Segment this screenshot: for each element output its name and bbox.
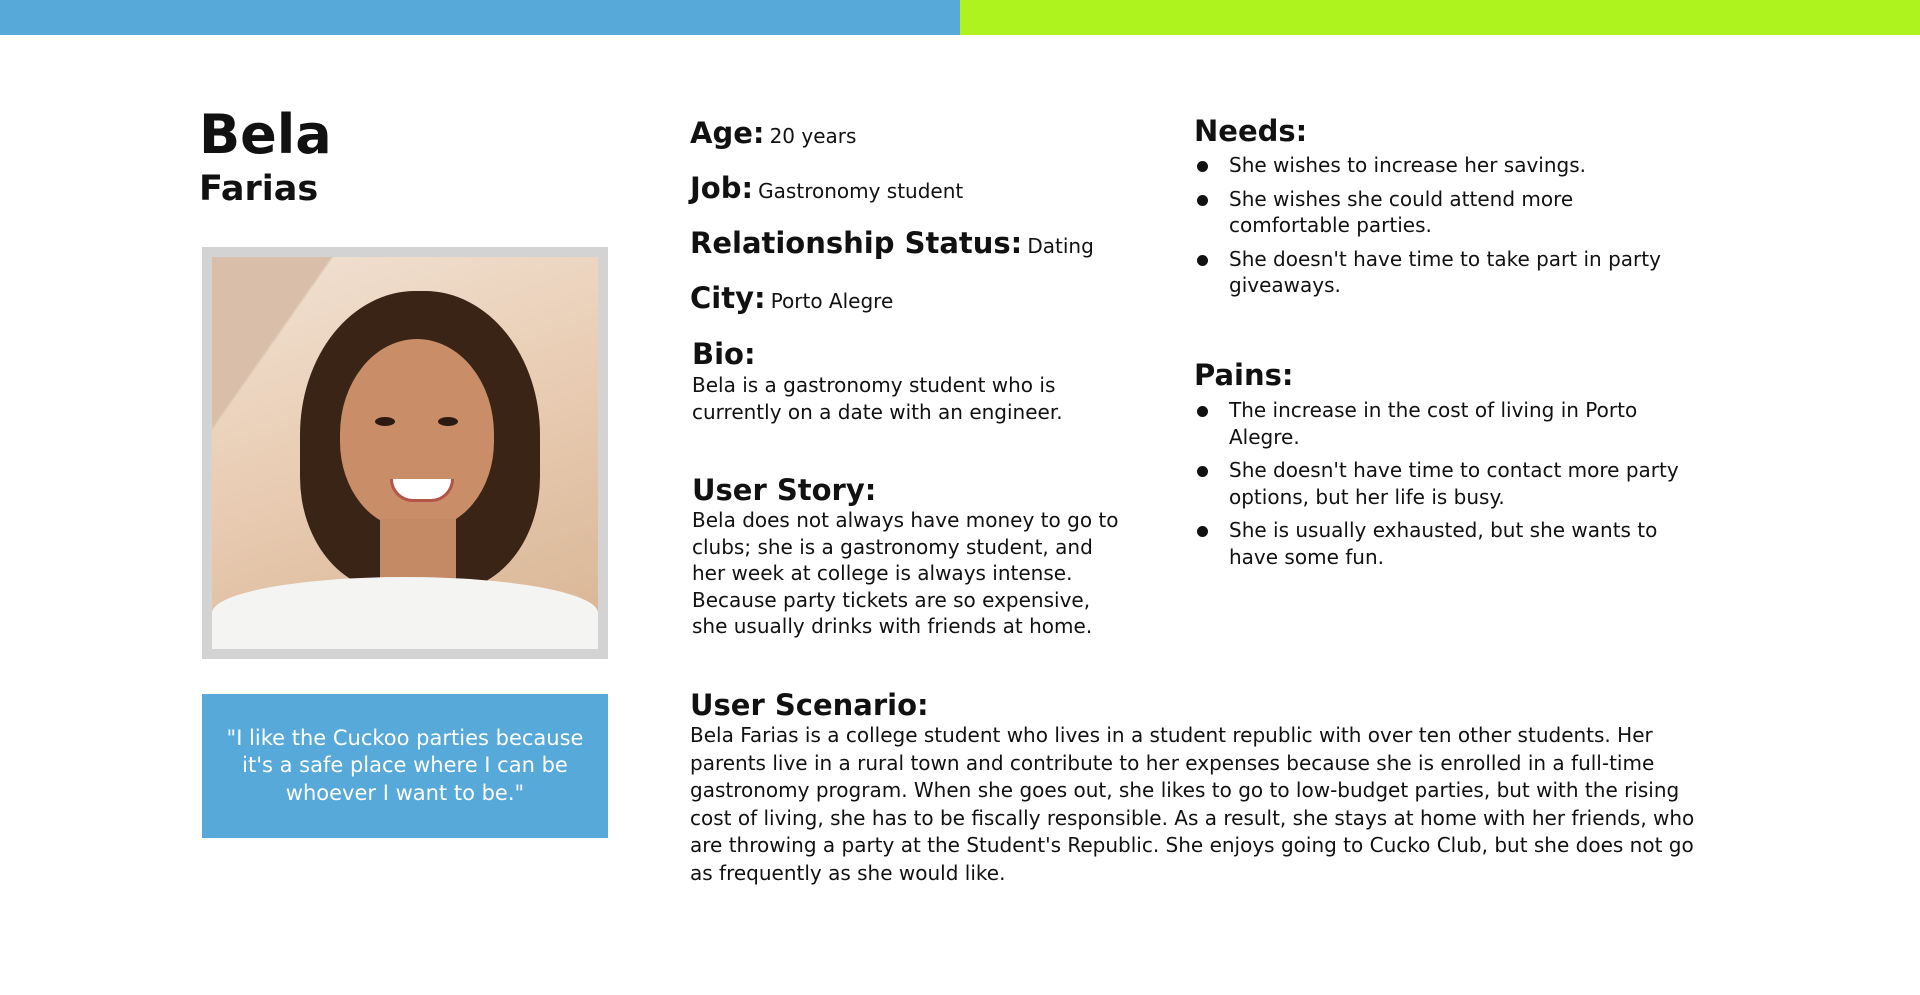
relationship-value: Dating xyxy=(1027,234,1094,258)
bullet-icon xyxy=(1197,466,1208,477)
age-label: Age: xyxy=(690,116,765,150)
age-value: 20 years xyxy=(769,124,857,148)
city-value: Porto Alegre xyxy=(770,289,894,313)
needs-list xyxy=(1194,152,1694,306)
top-band-right xyxy=(960,0,1920,35)
list-item xyxy=(1194,152,1694,179)
relationship-field xyxy=(690,226,1094,261)
needs-item-text: She wishes to increase her savings. xyxy=(1229,153,1586,177)
bullet-icon xyxy=(1197,161,1208,172)
user-scenario-text: Bela Farias is a college student who lives in a student republic with over ten other students. Her parents live in a rural town and contribute to her expenses because she is enrolled in a full-time gastronomy program. When she goes out, she likes to go to low-budget parties, but with the rising cost of living, she has to be fiscally responsible. As a result, she stays at home with her friends, who are throwing a party at the Student's Republic. She enjoys going to Cucko Club, but she does not go as frequently as she would like. xyxy=(690,723,1695,885)
user-story-text: Bela does not always have money to go to clubs; she is a gastronomy student, and her week at college is always intense. Because party tickets are so expensive, she usually drinks with friends at home. xyxy=(692,508,1119,638)
bio-text: Bela is a gastronomy student who is currently on a date with an engineer. xyxy=(692,373,1063,424)
persona-quote: "I like the Cuckoo parties because it's a safe place where I can be whoever I want to be." xyxy=(226,726,584,805)
job-label: Job: xyxy=(690,171,754,205)
bio-title: Bio: xyxy=(692,337,756,371)
bullet-icon xyxy=(1197,195,1208,206)
list-item xyxy=(1194,517,1694,570)
needs-item-text: She wishes she could attend more comfortable parties. xyxy=(1229,186,1574,237)
pains-item-text: She is usually exhausted, but she wants to have some fun. xyxy=(1229,518,1658,569)
needs-title: Needs: xyxy=(1194,114,1308,148)
city-label: City: xyxy=(690,281,766,315)
bullet-icon xyxy=(1197,255,1208,266)
pains-item-text: She doesn't have time to contact more party options, but her life is busy. xyxy=(1229,458,1679,509)
user-scenario-title: User Scenario: xyxy=(690,688,929,722)
quote-box xyxy=(202,694,608,838)
pains-title: Pains: xyxy=(1194,358,1294,392)
persona-last-name: Farias xyxy=(199,169,319,209)
city-field xyxy=(690,281,893,316)
bullet-icon xyxy=(1197,406,1208,417)
bullet-icon xyxy=(1197,526,1208,537)
persona-photo-frame xyxy=(202,247,608,659)
persona-first-name: Bela xyxy=(199,103,332,166)
relationship-label: Relationship Status: xyxy=(690,226,1023,260)
top-band-left xyxy=(0,0,960,35)
pains-list xyxy=(1194,397,1694,577)
pains-item-text: The increase in the cost of living in Porto Alegre. xyxy=(1229,398,1638,449)
user-story-title: User Story: xyxy=(692,473,877,507)
persona-photo xyxy=(212,257,598,649)
list-item xyxy=(1194,397,1694,450)
job-field xyxy=(690,171,963,206)
list-item xyxy=(1194,457,1694,510)
needs-item-text: She doesn't have time to take part in party giveaways. xyxy=(1229,246,1661,297)
list-item xyxy=(1194,186,1694,239)
job-value: Gastronomy student xyxy=(758,179,964,203)
list-item xyxy=(1194,246,1694,299)
age-field xyxy=(690,116,856,151)
